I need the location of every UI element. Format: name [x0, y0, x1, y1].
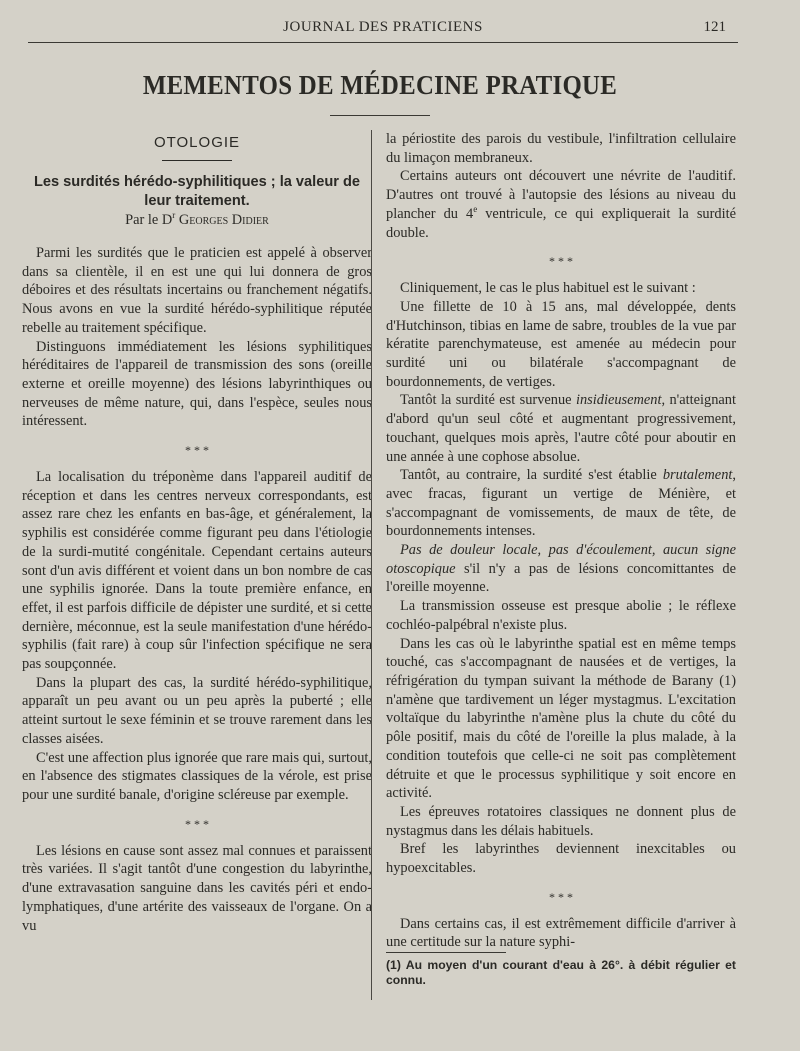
paragraph — [386, 391, 736, 466]
byline-prefix: Par le D — [125, 212, 173, 228]
superscript: e — [473, 204, 478, 215]
section-separator: * * * — [185, 443, 209, 458]
paragraph: Les épreuves rotatoires classiques ne donnent plus de nystagmus dans les délais habituels. — [386, 803, 736, 839]
paragraph: Dans les cas où le labyrinthe spatial est en même temps touché, cas s'accompagnant de nausées et de vertiges, la réfrigération du tympan suivant la méthode de Barany (1) n'amène que tardivement un léger mystagmus. L'excitation voltaïque du labyrinthe n'amène plus la chute du côté du pôle positif, mais du côté de l'oreille la plus malade, à la condition toutefois que celle-ci ne soit pas complètement détruite et que le processus syphilitique y soit encore en activité. — [386, 635, 736, 802]
paragraph: La localisation du tréponème dans l'appareil auditif de réception et dans les centres nerveux correspondants, est assez rare chez les enfants en bas-âge, et généralement, la syphilis est considérée comme figurant peu dans l'étiologie de la surdi-mutité congénitale. Cependant certains auteurs sont d'un avis différent et voient dans un bon nombre de cas une syphilis ignorée. Dans la toute première enfance, en effet, il est parfois difficile de dépister une surdité, et si cette dernière, méconnue, est la seule manifestation d'une hérédo-syphilis (fait rare) à coup sûr l'infection spécifique ne sera pas soupçonnée. — [22, 469, 372, 673]
paragraph: Distinguons immédiatement les lésions syphilitiques héréditaires de l'appareil de transmission des sons (oreille externe et oreille moyenne) des lésions labyrinthiques ou nerveuses de même nature, qui, dans l'espèce, seules nous intéressent. — [22, 338, 372, 430]
emphasis: insidieusement — [575, 392, 662, 409]
section-heading: OTOLOGIE — [153, 134, 241, 151]
byline — [22, 211, 372, 230]
paragraph: Dans la plupart des cas, la surdité hérédo-syphilitique, apparaît un peu avant ou un peu après la puberté ; elle atteint surtout le sexe féminin et se trouve rarement dans les classes aisées. — [22, 674, 372, 747]
author-name: Georges Didier — [178, 212, 269, 228]
paragraph: Bref les labyrinthes deviennent inexcitables ou hypoexcitables. — [386, 841, 736, 877]
byline-sup: r — [172, 210, 176, 221]
paragraph: Une fillette de 10 à 15 ans, mal développée, dents d'Hutchinson, tibias en lame de sabre, troubles de la vue par kératite parenchymateuse, est amenée au médecin pour surdité uni ou bilatérale s'accompagnant de bourdonnements, de vertiges. — [386, 298, 736, 390]
paragraph — [386, 466, 736, 541]
text-run: Tantôt la surdité est survenue — [400, 392, 576, 409]
text-run: Tantôt, au contraire, la surdité s'est établie — [400, 467, 663, 484]
paragraph: La transmission osseuse est presque abolie ; le réflexe cochléo-palpébral n'existe plus. — [386, 598, 736, 633]
section-separator: * * * — [549, 254, 573, 269]
left-column — [22, 130, 372, 935]
page-title: MEMENTOS DE MÉDECINE PRATIQUE — [142, 70, 618, 100]
emphasis: brutalement — [662, 467, 733, 484]
text-run: ventricule, ce qui expliquerait la surdité double. — [386, 205, 736, 241]
text-run: Certains auteurs ont découvert une névrite de l'auditif. D'autres ont trouvé à l'autopsie des lésions au niveau du plancher du 4 — [386, 168, 736, 222]
text-run: s'il n'y a pas de lésions concomittantes de l'oreille moyenne. — [386, 560, 736, 596]
paragraph: Cliniquement, le cas le plus habituel est le suivant : — [400, 280, 696, 297]
title-rule — [330, 115, 430, 116]
paragraph — [386, 541, 736, 597]
section-rule — [162, 160, 232, 161]
footnote-rule — [386, 952, 506, 953]
section-separator: * * * — [549, 889, 573, 904]
article-title: Les surdités hérédo-syphilitiques ; la valeur de leur traitement. — [33, 174, 361, 209]
journal-name: JOURNAL DES PRATICIENS — [283, 19, 483, 35]
footnote: (1) Au moyen d'un courant d'eau à 26°. à débit régulier et connu. — [386, 958, 736, 987]
paragraph: la périostite des parois du vestibule, l'infiltration cellulaire du limaçon membraneux. — [386, 131, 736, 166]
text-run: , n'atteignant d'abord qu'un seul côté et augmentant progressivement, touchant, quelques mois après, l'autre côté pour aboutir en une année à une cophose absolue. — [386, 392, 736, 465]
text-run: , avec fracas, figurant un vertige de Ménière, et s'accompagnant de vomissements, de maux de tête, de bourdonnements intenses. — [386, 467, 736, 540]
paragraph — [386, 167, 736, 242]
paragraph: Dans certains cas, il est extrêmement difficile d'arriver à une certitude sur la nature syphi- — [386, 915, 736, 951]
page-number: 121 — [703, 19, 726, 35]
emphasis: Pas de douleur locale, pas d'écoulement, aucun signe otoscopique — [386, 542, 736, 577]
right-column — [386, 130, 736, 952]
running-head — [28, 18, 738, 43]
paragraph: C'est une affection plus ignorée que rare mais qui, surtout, en l'absence des stigmates classiques de la vérole, est prise pour une surdité banale, d'origine scléreuse par exemple. — [22, 749, 372, 803]
section-separator: * * * — [185, 816, 209, 831]
paragraph: Parmi les surdités que le praticien est appelé à observer dans sa clientèle, il en est une qui lui donnera de gros déboires et des résultats incertains ou franchement négatifs. Nous avons en vue la surdité hérédo-syphilitique réputée rebelle au traitement spécifique. — [22, 245, 372, 336]
paragraph: Les lésions en cause sont assez mal connues et paraissent très variées. Il s'agit tantôt d'une congestion du labyrinthe, d'une extravasation sanguine dans les cavités péri et endo-lymphatiques, d'une artérite des vaisseaux de l'organe. On a vu — [22, 842, 372, 934]
column-divider — [371, 130, 372, 1000]
